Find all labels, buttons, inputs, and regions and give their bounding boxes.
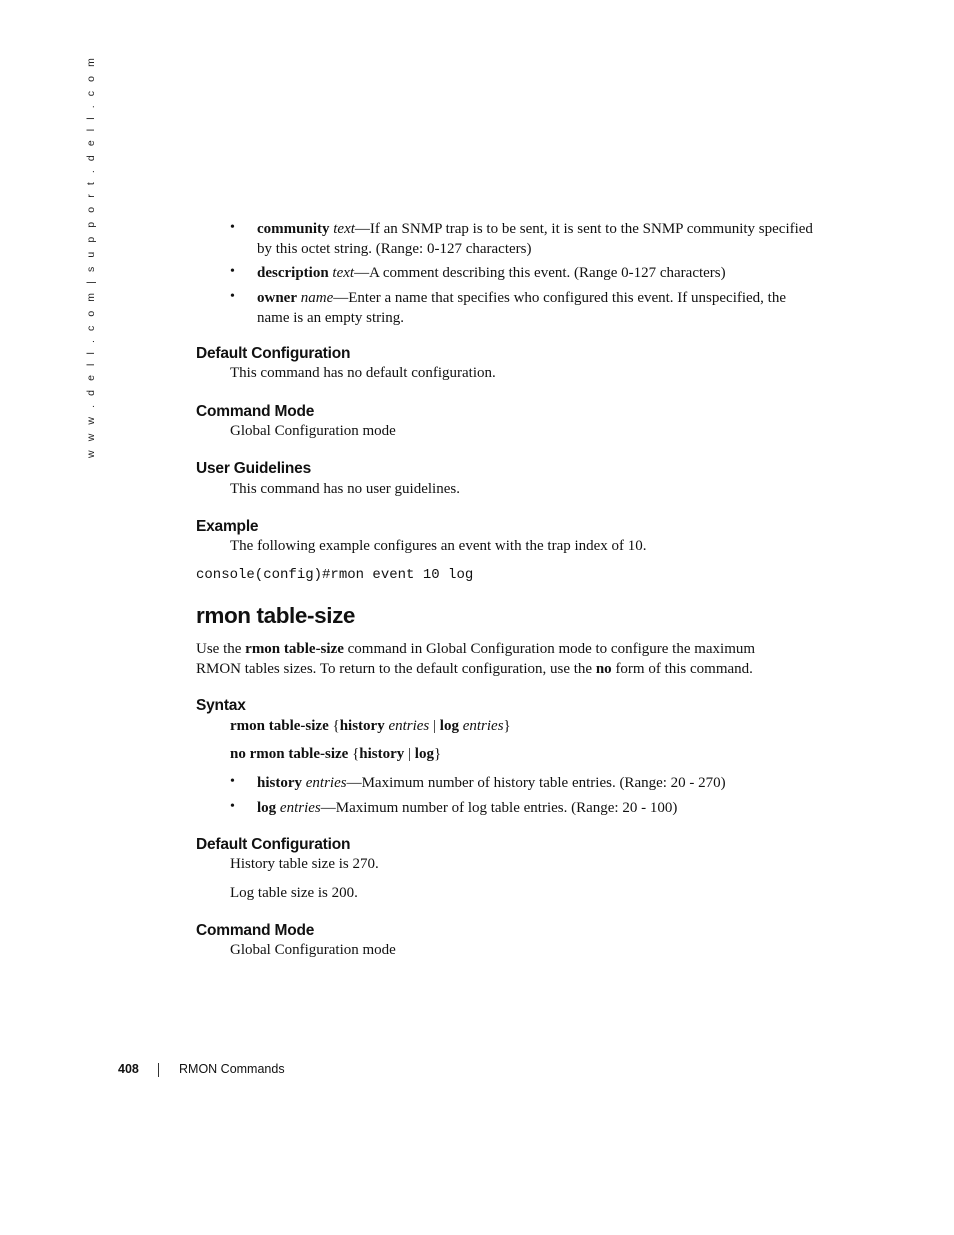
- bullet-dot: •: [230, 264, 235, 279]
- param-desc: —Maximum number of history table entries. (Range: 20 - 270): [346, 775, 726, 791]
- param-arg: name: [300, 290, 334, 306]
- bullet-dot: •: [230, 799, 235, 814]
- user-guidelines-text: This command has no user guidelines.: [230, 481, 460, 497]
- bullet-dot: •: [230, 774, 235, 789]
- bullet-dot: •: [230, 220, 235, 235]
- syntax-heading: Syntax: [196, 697, 246, 714]
- param-term: owner: [257, 290, 297, 306]
- param-arg: entries: [279, 800, 321, 816]
- example-text: The following example configures an event with the trap index of 10.: [230, 538, 647, 554]
- param-term: community: [257, 221, 330, 237]
- footer-section-title: RMON Commands: [179, 1062, 285, 1076]
- footer-divider: [158, 1063, 159, 1077]
- command-title: rmon table-size: [196, 603, 356, 628]
- table-size-default-config-heading: Default Configuration: [196, 836, 351, 853]
- history-default-text: History table size is 270.: [230, 856, 379, 872]
- example-code: console(config)#rmon event 10 log: [196, 567, 474, 583]
- default-config-text: This command has no default configuration.: [230, 365, 496, 381]
- command-mode-heading: Command Mode: [196, 403, 315, 420]
- param-arg: text: [333, 221, 355, 237]
- command-intro: Use the rmon table-size command in Global Configuration mode to configure the maximum RMON tables sizes. To return to the default configuration, use the no form of this command.: [196, 641, 756, 677]
- param-desc: —A comment describing this event. (Range 0-127 characters): [354, 265, 726, 281]
- syntax-line-1: rmon table-size {history entries | log entries}: [230, 718, 511, 734]
- example-heading: Example: [196, 518, 259, 535]
- table-size-command-mode-text: Global Configuration mode: [230, 942, 396, 958]
- param-term: history: [257, 775, 302, 791]
- param-desc: —If an SNMP trap is to be sent, it is sent to the SNMP community specified by this octet string. (Range: 0-127 characters): [257, 221, 813, 257]
- param-arg: entries: [305, 775, 347, 791]
- param-desc: —Maximum number of log table entries. (Range: 20 - 100): [320, 800, 678, 816]
- bullet-dot: •: [230, 289, 235, 304]
- user-guidelines-heading: User Guidelines: [196, 460, 312, 477]
- command-mode-text: Global Configuration mode: [230, 423, 396, 439]
- default-config-heading: Default Configuration: [196, 345, 351, 362]
- page-number: 408: [118, 1062, 139, 1076]
- param-arg: text: [332, 265, 355, 281]
- param-term: log: [257, 800, 277, 816]
- syntax-line-2: no rmon table-size {history | log}: [230, 746, 442, 762]
- log-default-text: Log table size is 200.: [230, 885, 358, 901]
- sidebar-url: w w w . d e l l . c o m | s u p p o r t . d e l l . c o m: [85, 55, 97, 458]
- param-term: description: [257, 265, 329, 281]
- table-size-command-mode-heading: Command Mode: [196, 922, 315, 939]
- param-desc: —Enter a name that specifies who configured this event. If unspecified, the name is an empty string.: [257, 290, 787, 326]
